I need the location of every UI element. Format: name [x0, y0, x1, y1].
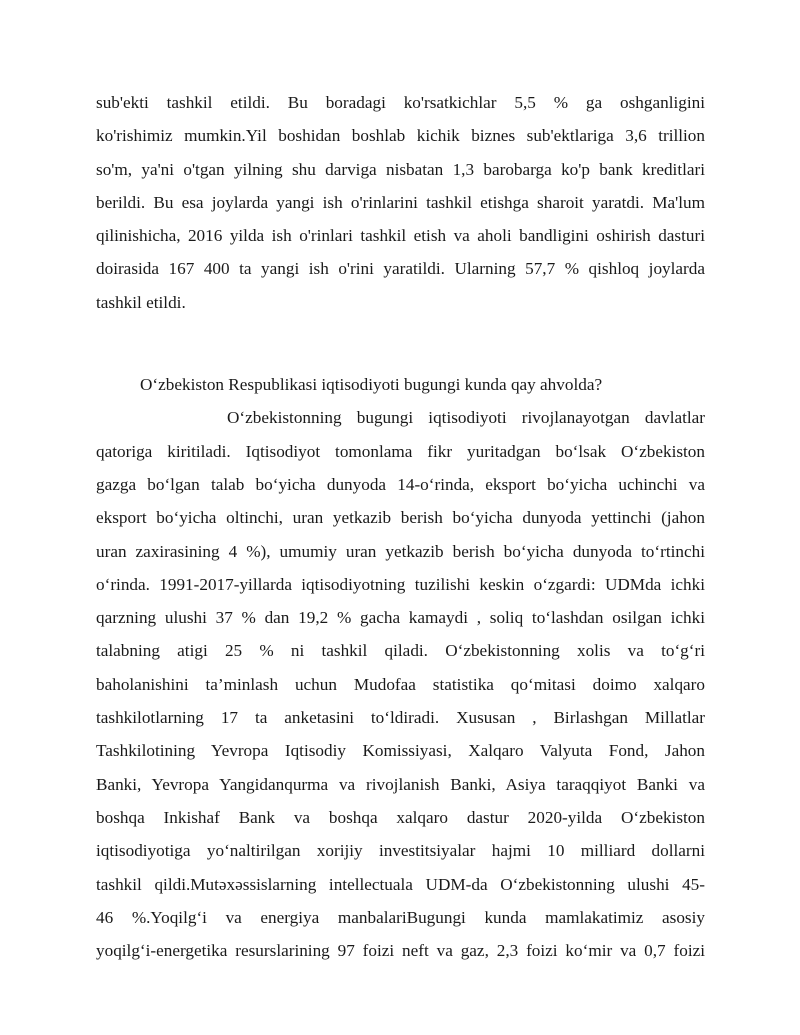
- paragraph-line: yoqilg‘i-energetika resurslarining 97 foizi neft va gaz, 2,3 foizi ko‘mir va 0,7 foizi: [96, 941, 705, 961]
- paragraph-line: tashkilotlarning 17 ta anketasini to‘ldiradi. Xususan , Birlashgan Millatlar: [96, 708, 705, 728]
- paragraph-line: O‘zbekistonning bugungi iqtisodiyoti rivojlanayotgan davlatlar: [227, 408, 705, 428]
- paragraph-line: tashkil etildi.: [96, 292, 186, 312]
- paragraph-line: Banki, Yevropa Yangidanqurma va rivojlanish Banki, Asiya taraqqiyot Banki va: [96, 774, 705, 794]
- paragraph-line: qilinishicha, 2016 yilda ish o'rinlari tashkil etish va aholi bandligini oshirish dasturi: [96, 226, 705, 246]
- paragraph-line: 46 %.Yoqilg‘i va energiya manbalariBugungi kunda mamlakatimiz asosiy: [96, 907, 705, 927]
- paragraph-line: berildi. Bu esa joylarda yangi ish o'rinlarini tashkil etishga sharoit yaratdi. Ma'lum: [96, 192, 705, 212]
- paragraph-line: baholanishini ta’minlash uchun Mudofaa statistika qo‘mitasi doimo xalqaro: [96, 674, 705, 694]
- paragraph-line: Tashkilotining Yevropa Iqtisodiy Komissiyasi, Xalqaro Valyuta Fond, Jahon: [96, 741, 705, 761]
- paragraph-line: ko'rishimiz mumkin.Yil boshidan boshlab kichik biznes sub'ektlariga 3,6 trillion: [96, 126, 705, 146]
- paragraph-line: sub'ekti tashkil etildi. Bu boradagi ko'rsatkichlar 5,5 % ga oshganligini: [96, 93, 705, 112]
- document-page: [96, 86, 705, 967]
- paragraph-line: o‘rinda. 1991-2017-yillarda iqtisodiyotning tuzilishi keskin o‘zgardi: UDMda ichki: [96, 574, 705, 594]
- paragraph-line: qarzning ulushi 37 % dan 19,2 % gacha kamaydi , soliq to‘lashdan osilgan ichki: [96, 608, 705, 628]
- section-heading: O‘zbekiston Respublikasi iqtisodiyoti bugungi kunda qay ahvolda?: [140, 375, 603, 395]
- paragraph-line: iqtisodiyotiga yo‘naltirilgan xorijiy investitsiyalar hajmi 10 milliard dollarni: [96, 841, 705, 861]
- paragraph-small-business: [96, 86, 705, 319]
- paragraph-line: eksport bo‘yicha oltinchi, uran yetkazib berish bo‘yicha dunyoda yettinchi (jahon: [96, 508, 705, 528]
- paragraph-economy: [96, 401, 705, 967]
- paragraph-line: doirasida 167 400 ta yangi ish o'rini yaratildi. Ularning 57,7 % qishloq joylarda: [96, 259, 705, 279]
- paragraph-line: boshqa Inkishaf Bank va boshqa xalqaro dastur 2020-yilda O‘zbekiston: [96, 807, 705, 827]
- paragraph-line: talabning atigi 25 % ni tashkil qiladi. O‘zbekistonning xolis va to‘g‘ri: [96, 641, 705, 661]
- paragraph-line: tashkil qildi.Mutəxəssislarning intellectuala UDM-da O‘zbekistonning ulushi 45-: [96, 874, 705, 894]
- paragraph-line: gazga bo‘lgan talab bo‘yicha dunyoda 14-o‘rinda, eksport bo‘yicha uchinchi va: [96, 474, 705, 494]
- paragraph-line: uran zaxirasining 4 %), umumiy uran yetkazib berish bo‘yicha dunyoda to‘rtinchi: [96, 541, 705, 561]
- paragraph-line: so'm, ya'ni o'tgan yilning shu darviga nisbatan 1,3 barobarga ko'p bank kreditlari: [96, 159, 705, 179]
- paragraph-line: qatoriga kiritiladi. Iqtisodiyot tomonlama fikr yuritadgan bo‘lsak O‘zbekiston: [96, 441, 705, 461]
